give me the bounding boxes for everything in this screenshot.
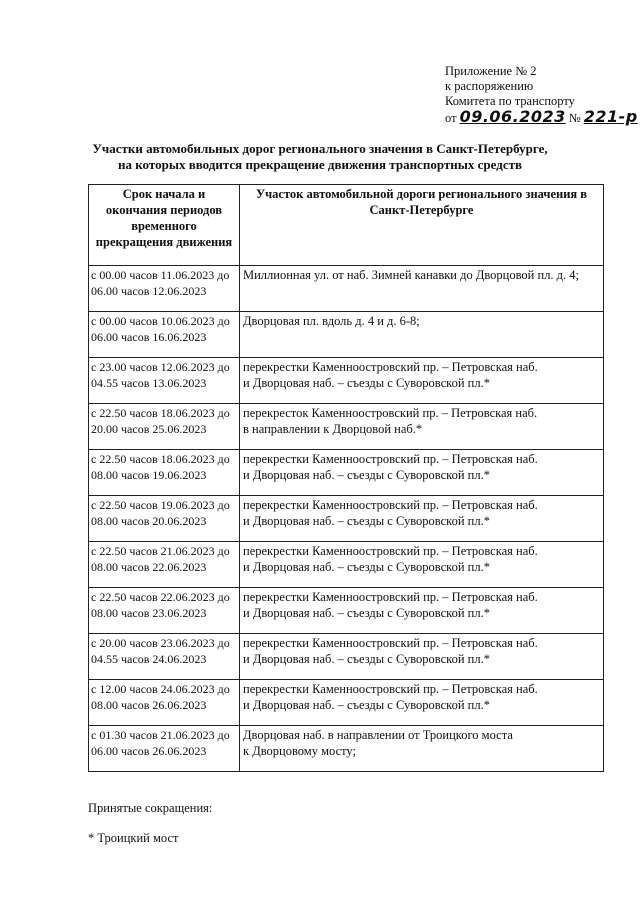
section-line: и Дворцовая наб. – съезды с Суворовской пл.*	[243, 560, 490, 574]
section-cell	[240, 496, 604, 542]
section-line: и Дворцовая наб. – съезды с Суворовской пл.*	[243, 468, 490, 482]
section-cell	[240, 358, 604, 404]
period-line: с 12.00 часов 24.06.2023 до	[91, 682, 230, 696]
period-cell	[89, 266, 240, 312]
period-cell	[89, 726, 240, 772]
abbreviation-item: * Троицкий мост	[88, 831, 179, 845]
title-line-2: на которых вводится прекращение движения транспортных средств	[117, 157, 522, 172]
period-line: 06.00 часов 26.06.2023	[91, 744, 207, 758]
period-line: 04.55 часов 24.06.2023	[91, 652, 207, 666]
section-line: перекрестки Каменноостровский пр. – Петровская наб.	[243, 544, 538, 558]
section-cell	[240, 266, 604, 312]
period-line: с 23.00 часов 12.06.2023 до	[91, 360, 230, 374]
period-line: 08.00 часов 20.06.2023	[91, 514, 207, 528]
document-title	[60, 141, 580, 173]
section-cell	[240, 312, 604, 358]
section-line: и Дворцовая наб. – съезды с Суворовской пл.*	[243, 514, 490, 528]
table-header-row	[89, 185, 604, 266]
header-section: Участок автомобильной дороги регионального значения в Санкт-Петербурге	[240, 185, 604, 266]
section-line: к Дворцовому мосту;	[243, 744, 356, 758]
section-line: Дворцовая пл. вдоль д. 4 и д. 6-8;	[243, 314, 420, 328]
table-row	[89, 542, 604, 588]
period-cell	[89, 634, 240, 680]
section-line: и Дворцовая наб. – съезды с Суворовской пл.*	[243, 652, 490, 666]
period-cell	[89, 680, 240, 726]
period-line: 08.00 часов 22.06.2023	[91, 560, 207, 574]
period-line: с 22.50 часов 21.06.2023 до	[91, 544, 230, 558]
section-cell	[240, 680, 604, 726]
section-line: перекресток Каменноостровский пр. – Петровская наб.	[243, 406, 538, 420]
period-line: 20.00 часов 25.06.2023	[91, 422, 207, 436]
period-line: 08.00 часов 26.06.2023	[91, 698, 207, 712]
period-cell	[89, 450, 240, 496]
table-row	[89, 404, 604, 450]
section-cell	[240, 542, 604, 588]
period-cell	[89, 542, 240, 588]
appendix-line-3: Комитета по транспорту	[445, 94, 575, 108]
section-line: перекрестки Каменноостровский пр. – Петровская наб.	[243, 590, 538, 604]
section-line: и Дворцовая наб. – съезды с Суворовской пл.*	[243, 698, 490, 712]
table-row	[89, 266, 604, 312]
period-line: с 22.50 часов 18.06.2023 до	[91, 406, 230, 420]
period-cell	[89, 358, 240, 404]
title-line-1: Участки автомобильных дорог регионального значения в Санкт-Петербурге,	[92, 141, 548, 156]
section-cell	[240, 634, 604, 680]
period-line: с 00.00 часов 11.06.2023 до	[91, 268, 230, 282]
period-cell	[89, 588, 240, 634]
section-line: в направлении к Дворцовой наб.*	[243, 422, 423, 436]
section-line: перекрестки Каменноостровский пр. – Петровская наб.	[243, 452, 538, 466]
abbreviations-title: Принятые сокращения:	[88, 801, 213, 815]
appendix-line-1: Приложение № 2	[445, 64, 537, 78]
table-row	[89, 496, 604, 542]
section-cell	[240, 588, 604, 634]
period-line: 08.00 часов 23.06.2023	[91, 606, 207, 620]
period-cell	[89, 404, 240, 450]
section-cell	[240, 726, 604, 772]
section-line: Дворцовая наб. в направлении от Троицкого моста	[243, 728, 513, 742]
table-row	[89, 450, 604, 496]
table-row	[89, 726, 604, 772]
period-line: с 01.30 часов 21.06.2023 до	[91, 728, 230, 742]
period-line: 06.00 часов 16.06.2023	[91, 330, 207, 344]
period-line: 08.00 часов 19.06.2023	[91, 468, 207, 482]
section-line: и Дворцовая наб. – съезды с Суворовской пл.*	[243, 376, 490, 390]
handwritten-number: 221-р	[583, 107, 638, 126]
header-period: Срок начала и окончания периодов временного прекращения движения	[89, 185, 240, 266]
section-line: Миллионная ул. от наб. Зимней канавки до Дворцовой пл. д. 4;	[243, 268, 580, 282]
section-cell	[240, 404, 604, 450]
appendix-date-line	[445, 109, 640, 126]
number-prefix: №	[568, 111, 581, 125]
handwritten-date: 09.06.2023	[459, 107, 566, 126]
period-line: с 20.00 часов 23.06.2023 до	[91, 636, 230, 650]
section-line: перекрестки Каменноостровский пр. – Петровская наб.	[243, 360, 538, 374]
period-line: с 00.00 часов 10.06.2023 до	[91, 314, 230, 328]
section-line: перекрестки Каменноостровский пр. – Петровская наб.	[243, 636, 538, 650]
period-cell	[89, 496, 240, 542]
appendix-line-2: к распоряжению	[445, 79, 534, 93]
table-row	[89, 358, 604, 404]
table-body	[89, 266, 604, 772]
table-row	[89, 312, 604, 358]
period-line: с 22.50 часов 18.06.2023 до	[91, 452, 230, 466]
section-line: перекрестки Каменноостровский пр. – Петровская наб.	[243, 682, 538, 696]
section-line: и Дворцовая наб. – съезды с Суворовской пл.*	[243, 606, 490, 620]
section-line: перекрестки Каменноостровский пр. – Петровская наб.	[243, 498, 538, 512]
period-cell	[89, 312, 240, 358]
closures-table	[88, 184, 604, 772]
period-line: с 22.50 часов 19.06.2023 до	[91, 498, 230, 512]
period-line: 06.00 часов 12.06.2023	[91, 284, 207, 298]
appendix-block	[445, 64, 640, 126]
period-line: 04.55 часов 13.06.2023	[91, 376, 207, 390]
date-prefix: от	[445, 111, 457, 125]
table-row	[89, 634, 604, 680]
table-row	[89, 680, 604, 726]
section-cell	[240, 450, 604, 496]
table-row	[89, 588, 604, 634]
period-line: с 22.50 часов 22.06.2023 до	[91, 590, 230, 604]
